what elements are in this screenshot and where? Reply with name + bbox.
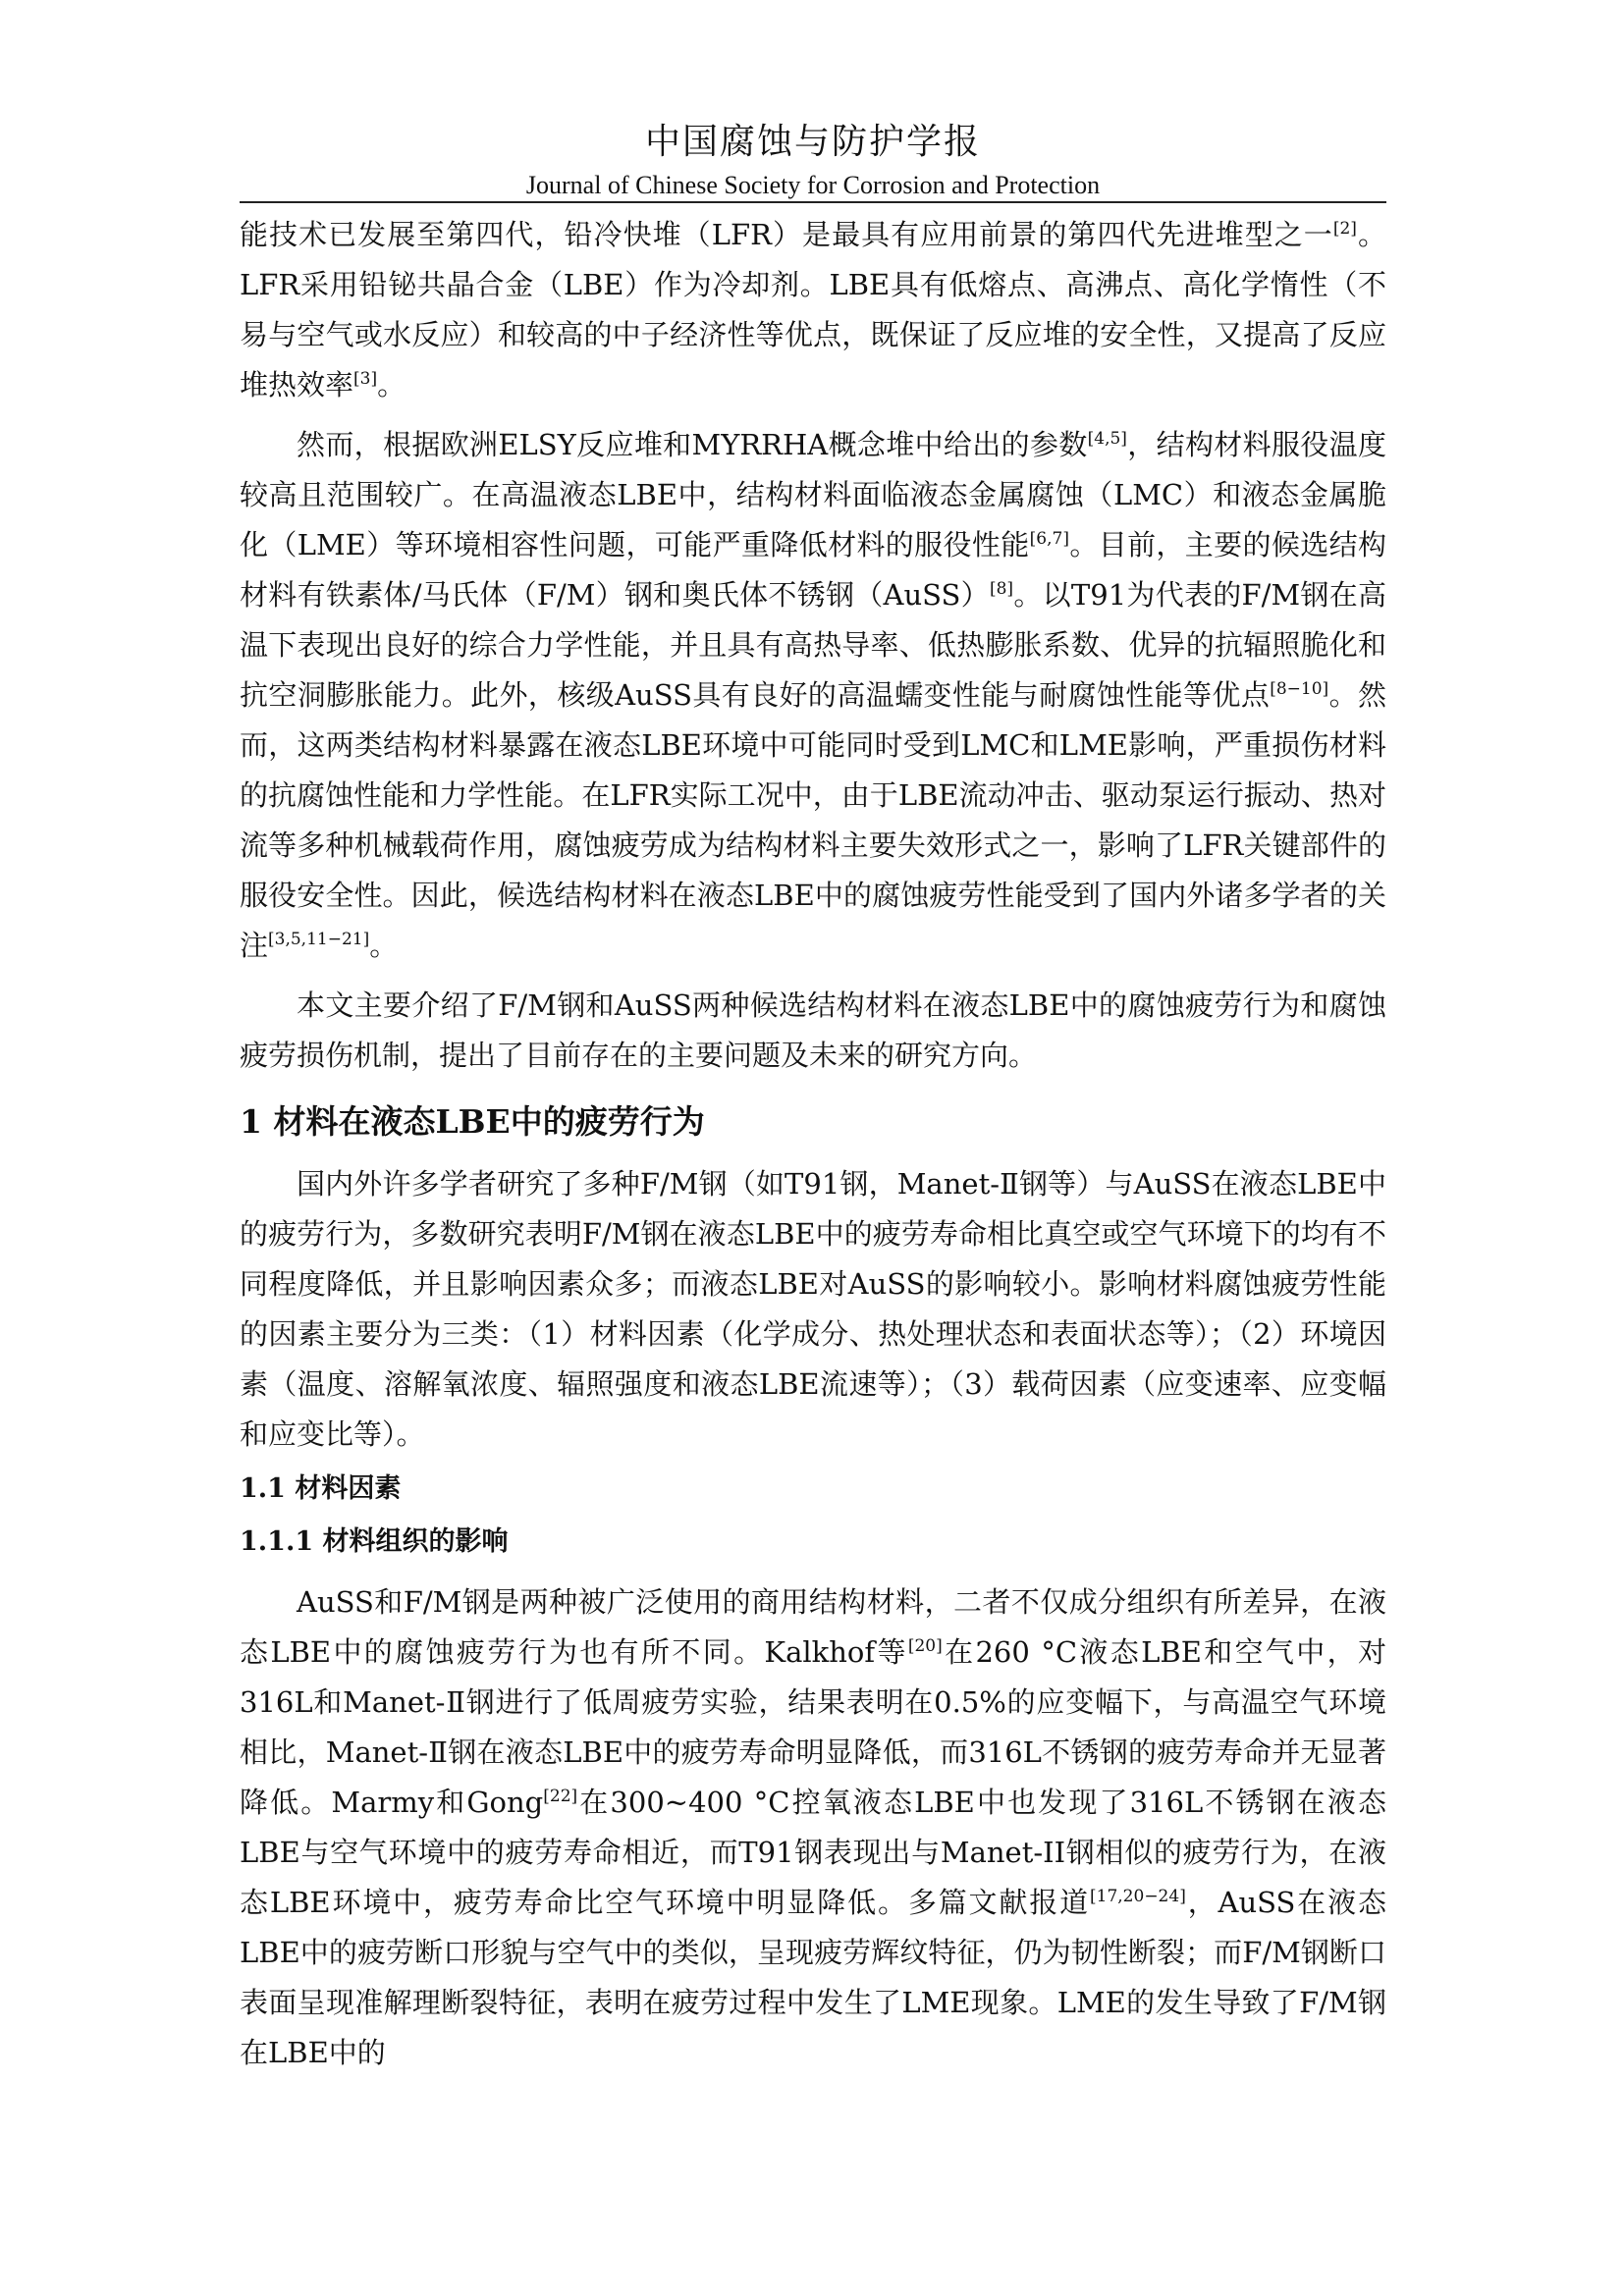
intro-paragraph-continued: [240, 210, 1386, 410]
citation-superscript: [22]: [543, 1787, 578, 1806]
text-run: 。以T91为代表的F/M钢在高温下表现出良好的综合力学性能，并且具有高热导率、低热膨胀系数、优异的抗辐照脆化和抗空洞膨胀能力。此外，核级AuSS具有良好的高温蠕变性能与耐腐蚀性能等优点: [240, 578, 1386, 712]
citation-superscript: [3,5,11−21]: [268, 930, 370, 949]
citation-superscript: [4,5]: [1087, 429, 1127, 449]
text-run: 。: [369, 929, 399, 962]
text-run: 1 材料在液态LBE中的疲劳行为: [240, 1102, 705, 1141]
section-1-1-1-heading: [240, 1517, 1386, 1568]
text-run: ，结构材料服役温度较高且范围较广。在高温液态LBE中，结构材料面临液态金属腐蚀（LMC）和液态金属脆化（LME）等环境相容性问题，可能严重降低材料的服役性能: [240, 428, 1386, 561]
text-run: 。然而，这两类结构材料暴露在液态LBE环境中可能同时受到LMC和LME影响，严重损伤材料的抗腐蚀性能和力学性能。在LFR实际工况中，由于LBE流动冲击、驱动泵运行振动、热对流等多种机械载荷作用，腐蚀疲劳成为结构材料主要失效形式之一，影响了LFR关键部件的服役安全性。因此，候选结构材料在液态LBE中的腐蚀疲劳性能受到了国内外诸多学者的关注: [240, 678, 1386, 962]
citation-superscript: [17,20−24]: [1090, 1887, 1186, 1906]
citation-superscript: [8]: [989, 579, 1014, 599]
text-run: AuSS和F/M钢是两种被广泛使用的商用结构材料，二者不仅成分组织有所差异，在液态LBE中的腐蚀疲劳行为也有所不同。Kalkhof等: [240, 1585, 1386, 1669]
text-run: 然而，根据欧洲ELSY反应堆和MYRRHA概念堆中给出的参数: [297, 428, 1088, 461]
text-run: 。: [377, 368, 406, 401]
text-run: 在260 °C液态LBE和空气中，对316L和Manet-Ⅱ钢进行了低周疲劳实验，结果表明在0.5%的应变幅下，与高温空气环境相比，Manet-Ⅱ钢在液态LBE中的疲劳寿命明显降低，而316L不锈钢的疲劳寿命并无显著降低。Marmy和Gong: [240, 1635, 1387, 1819]
text-run: 1.1.1 材料组织的影响: [240, 1526, 509, 1557]
scope-paragraph: [240, 981, 1386, 1081]
background-paragraph: [240, 420, 1386, 971]
page-header: [240, 118, 1386, 202]
text-run: 国内外许多学者研究了多种F/M钢（如T91钢，Manet-Ⅱ钢等）与AuSS在液态LBE中的疲劳行为，多数研究表明F/M钢在液态LBE中的疲劳寿命相比真空或空气环境下的均有不同程度降低，并且影响因素众多；而液态LBE对AuSS的影响较小。影响材料腐蚀疲劳性能的因素主要分为三类：（1）材料因素（化学成分、热处理状态和表面状态等）；（2）环境因素（温度、溶解氧浓度、辐照强度和液态LBE流速等）；（3）载荷因素（应变速率、应变幅和应变比等）。: [240, 1167, 1386, 1451]
citation-superscript: [8−10]: [1270, 679, 1329, 699]
section-1-1-heading: [240, 1464, 1386, 1515]
citation-superscript: [3]: [353, 369, 378, 389]
citation-superscript: [20]: [907, 1636, 943, 1656]
header-divider: [240, 201, 1386, 203]
citation-superscript: [2]: [1332, 219, 1357, 239]
text-run: 能技术已发展至第四代，铅冷快堆（LFR）是最具有应用前景的第四代先进堆型之一: [240, 218, 1333, 251]
citation-superscript: [6,7]: [1029, 529, 1069, 549]
section-1-heading: [240, 1095, 1386, 1149]
text-run: 。目前，主要的候选结构材料有铁素体/马氏体（F/M）钢和奥氏体不锈钢（AuSS）: [240, 528, 1386, 612]
text-run: 本文主要介绍了F/M钢和AuSS两种候选结构材料在液态LBE中的腐蚀疲劳行为和腐蚀疲劳损伤机制，提出了目前存在的主要问题及未来的研究方向。: [240, 988, 1386, 1072]
article-body: [240, 210, 1386, 2078]
text-run: 。LFR采用铅铋共晶合金（LBE）作为冷却剂。LBE具有低熔点、高沸点、高化学惰性（不易与空气或水反应）和较高的中子经济性等优点，既保证了反应堆的安全性，又提高了反应堆热效率: [240, 218, 1386, 401]
text-run: ，AuSS在液态LBE中的疲劳断口形貌与空气中的类似，呈现疲劳辉纹特征，仍为韧性断裂；而F/M钢断口表面呈现准解理断裂特征，表明在疲劳过程中发生了LME现象。LME的发生导致了F/M钢在LBE中的: [240, 1886, 1386, 2069]
journal-title-chinese: 中国腐蚀与防护学报: [644, 122, 981, 162]
text-run: 1.1 材料因素: [240, 1473, 402, 1504]
journal-title-english: Journal of Chinese Society for Corrosion and Protection: [525, 171, 1101, 199]
text-run: 在300~400 °C控氧液态LBE中也发现了316L不锈钢在液态LBE与空气环境中的疲劳寿命相近，而T91钢表现出与Manet-II钢相似的疲劳行为，在液态LBE环境中，疲劳寿命比空气环境中明显降低。多篇文献报道: [240, 1786, 1386, 1919]
section-1-paragraph: [240, 1159, 1386, 1460]
section-1-1-1-paragraph: [240, 1577, 1386, 2078]
